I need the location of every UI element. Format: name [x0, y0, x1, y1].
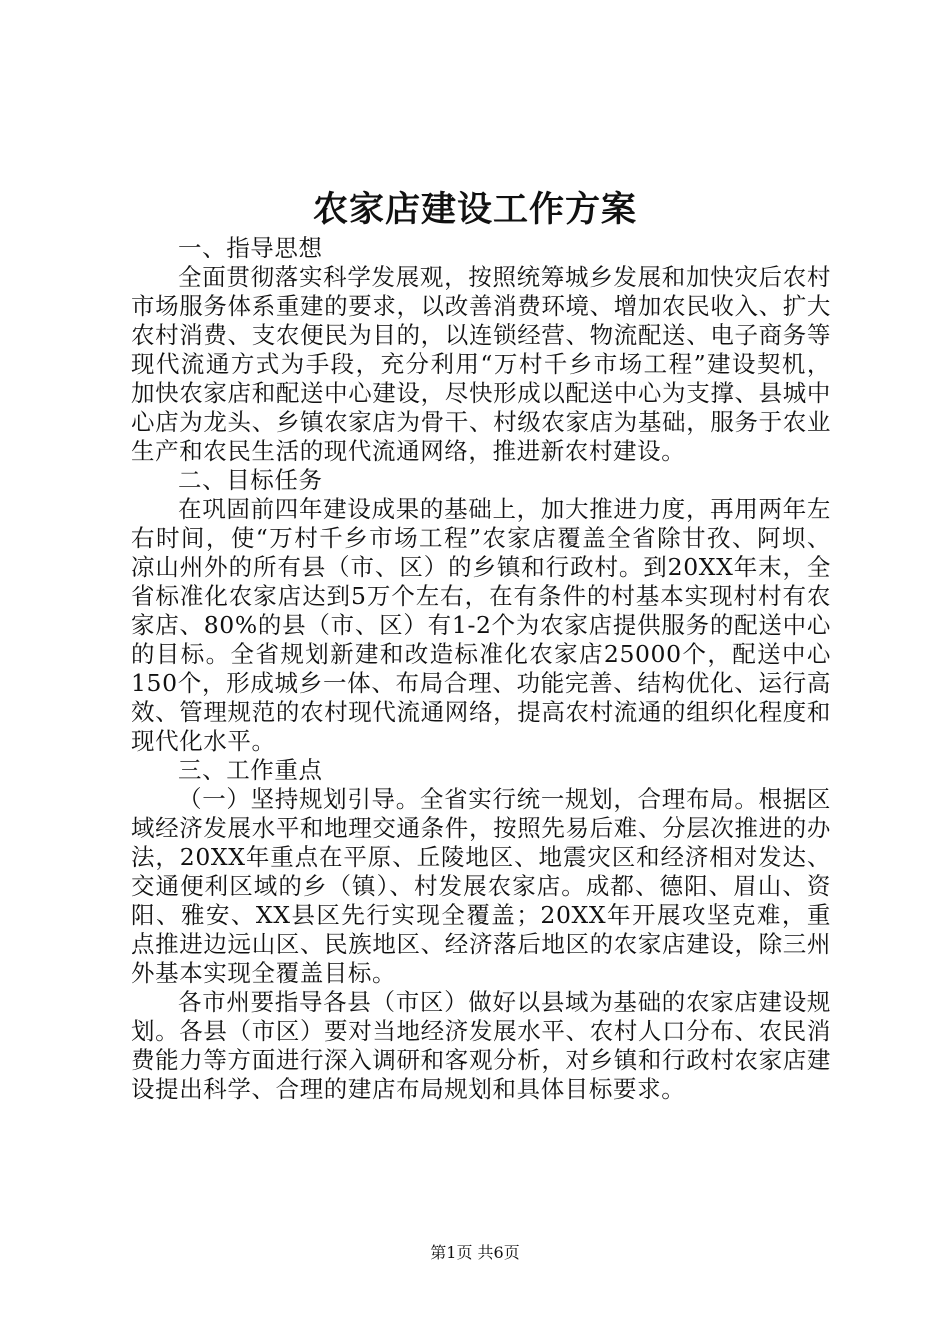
page-footer: 第1页 共6页 — [430, 1243, 520, 1262]
document-body — [131, 234, 831, 1104]
paragraph-planning-guidance: （一）坚持规划引导。全省实行统一规划，合理布局。根据区域经济发展水平和地理交通条件，按照先易后难、分层次推进的办法，20XX年重点在平原、丘陵地区、地震灾区和经济相对发达、交通便利区域的乡（镇）、村发展农家店。成都、德阳、眉山、资阳、雅安、XX县区先行实现全覆盖；20XX年开展攻坚克难，重点推进边远山区、民族地区、经济落后地区的农家店建设，除三州外基本实现全覆盖目标。 — [131, 785, 831, 987]
document-title: 农家店建设工作方案 — [312, 189, 637, 230]
paragraph-goals-tasks: 在巩固前四年建设成果的基础上，加大推进力度，再用两年左右时间，使“万村千乡市场工程”农家店覆盖全省除甘孜、阿坝、凉山州外的所有县（市、区）的乡镇和行政村。到20XX年末，全省标准化农家店达到5万个左右，在有条件的村基本实现村村有农家店、80%的县（市、区）有1-2个为农家店提供服务的配送中心的目标。全省规划新建和改造标准化农家店25000个，配送中心150个，形成城乡一体、布局合理、功能完善、结构优化、运行高效、管理规范的农村现代流通网络，提高农村流通的组织化程度和现代化水平。 — [131, 495, 831, 755]
section-heading-guiding-ideology: 一、指导思想 — [178, 234, 323, 262]
section-heading-goals-tasks: 二、目标任务 — [178, 466, 323, 494]
paragraph-county-planning: 各市州要指导各县（市区）做好以县域为基础的农家店建设规划。各县（市区）要对当地经济发展水平、农村人口分布、农民消费能力等方面进行深入调研和客观分析，对乡镇和行政村农家店建设提出科学、合理的建店布局规划和具体目标要求。 — [131, 988, 831, 1103]
section-heading-work-focus: 三、工作重点 — [178, 756, 323, 784]
paragraph-guiding-ideology: 全面贯彻落实科学发展观，按照统筹城乡发展和加快灾后农村市场服务体系重建的要求，以改善消费环境、增加农民收入、扩大农村消费、支农便民为目的，以连锁经营、物流配送、电子商务等现代流通方式为手段，充分利用“万村千乡市场工程”建设契机，加快农家店和配送中心建设，尽快形成以配送中心为支撑、县城中心店为龙头、乡镇农家店为骨干、村级农家店为基础，服务于农业生产和农民生活的现代流通网络，推进新农村建设。 — [131, 263, 831, 465]
